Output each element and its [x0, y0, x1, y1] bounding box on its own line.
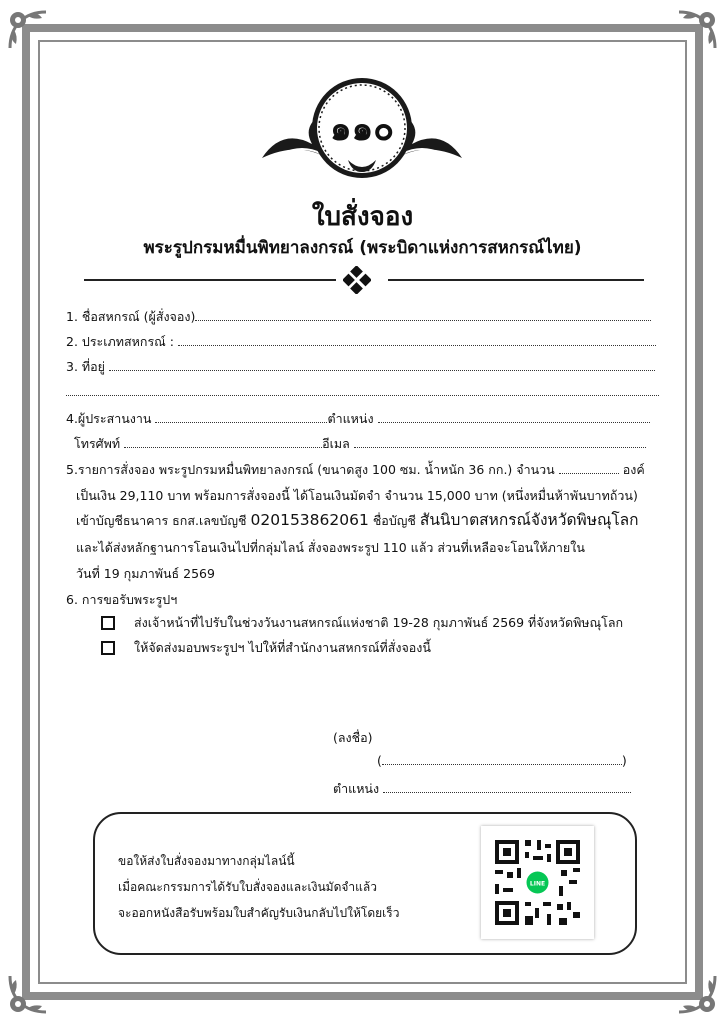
bank-label: เข้าบัญชีธนาคาร ธกส.เลขบัญชี [76, 513, 247, 528]
order-details-line4: และได้ส่งหลักฐานการโอนเงินไปที่กลุ่มไลน์ สั่งจองพระรูป 110 แล้ว ส่วนที่เหลือจะโอนให้ภายใน [76, 540, 585, 555]
field-address-line2 [66, 384, 659, 400]
field-label: 4.ผู้ประสานงาน [66, 411, 152, 426]
corner-ornament-icon [4, 970, 52, 1018]
field-cooperative-name [66, 309, 651, 325]
notice-line: เมื่อคณะกรรมการได้รับใบสั่งจองและเงินมัดจำแล้ว [118, 880, 377, 894]
quantity-fill-line[interactable] [559, 462, 619, 474]
field-phone-email [74, 436, 646, 452]
fill-in-line[interactable] [382, 753, 622, 765]
page-subtitle: พระรูปกรมหมื่นพิทยาลงกรณ์ (พระบิดาแห่งการสหกรณ์ไทย) [143, 238, 582, 258]
corner-ornament-icon [673, 970, 721, 1018]
field-label: 1. ชื่อสหกรณ์ (ผู้สั่งจอง) [66, 309, 196, 324]
checkbox-pickup[interactable] [101, 616, 115, 630]
field-label: อีเมล [322, 436, 350, 451]
order-details-line1 [66, 462, 645, 478]
divider [388, 279, 644, 281]
order-details-line5: วันที่ 19 กุมภาพันธ์ 2569 [76, 566, 215, 581]
emblem-110-logo [262, 74, 462, 204]
corner-ornament-icon [673, 6, 721, 54]
corner-ornament-icon [4, 6, 52, 54]
paren: ) [621, 753, 627, 768]
paren: ( [377, 753, 382, 768]
field-address [66, 359, 655, 375]
signature-position [333, 779, 631, 799]
checkbox-delivery[interactable] [101, 641, 115, 655]
diamond-ornament-icon [343, 266, 371, 294]
account-name-label: ชื่อบัญชี [372, 513, 416, 528]
qr-code-icon [481, 826, 594, 939]
field-label: 2. ประเภทสหกรณ์ : [66, 334, 174, 349]
field-label: ตำแหน่ง [333, 781, 380, 796]
emblem-text: ๑๑๐ [330, 109, 394, 149]
fill-in-line[interactable] [66, 384, 659, 396]
order-text: 5.รายการสั่งจอง พระรูปกรมหมื่นพิทยาลงกรณ์ (ขนาดสูง 100 ซม. น้ำหนัก 36 กก.) จำนวน [66, 462, 555, 477]
field-label: 3. ที่อยู่ [66, 359, 105, 374]
signature-name-line [377, 753, 627, 768]
notice-line: จะออกหนังสือรับพร้อมใบสำคัญรับเงินกลับไปให้โดยเร็ว [118, 906, 400, 920]
order-details-line3 [76, 512, 639, 529]
fill-in-line[interactable] [354, 436, 646, 448]
order-unit: องค์ [622, 462, 645, 477]
order-details-line2: เป็นเงิน 29,110 บาท พร้อมการสั่งจองนี้ ได้โอนเงินมัดจำ จำนวน 15,000 บาท (หนึ่งหมื่นห้าพันบาทถ้วน) [76, 488, 638, 503]
line-qr-code[interactable] [481, 826, 594, 939]
account-name: สันนิบาตสหกรณ์จังหวัดพิษณุโลก [419, 511, 639, 529]
page-title: ใบสั่งจอง [311, 202, 414, 232]
fill-in-line[interactable] [124, 436, 322, 448]
fill-in-line[interactable] [378, 411, 650, 423]
field-cooperative-type [66, 334, 656, 350]
field-coordinator [66, 411, 650, 427]
fill-in-line[interactable] [195, 309, 651, 321]
option-pickup-label: ส่งเจ้าหน้าที่ไปรับในช่วงวันงานสหกรณ์แห่งชาติ 19-28 กุมภาพันธ์ 2569 ที่จังหวัดพิษณุโลก [134, 615, 624, 630]
account-number: 020153862061 [250, 511, 369, 529]
signature-label: (ลงชื่อ) [333, 730, 373, 745]
fill-in-line[interactable] [155, 411, 327, 423]
qr-badge-text: LINE [529, 880, 546, 888]
fill-in-line[interactable] [383, 781, 631, 793]
field-label: ตำแหน่ง [327, 411, 374, 426]
notice-line: ขอให้ส่งใบสั่งจองมาทางกลุ่มไลน์นี้ [118, 854, 295, 868]
option-delivery-label: ให้จัดส่งมอบพระรูปฯ ไปให้ที่สำนักงานสหกรณ์ที่สั่งจองนี้ [134, 640, 431, 655]
divider [84, 279, 336, 281]
fill-in-line[interactable] [178, 334, 656, 346]
field-label: โทรศัพท์ [74, 436, 121, 451]
fill-in-line[interactable] [109, 359, 655, 371]
receive-method-label: 6. การขอรับพระรูปฯ [66, 592, 178, 607]
